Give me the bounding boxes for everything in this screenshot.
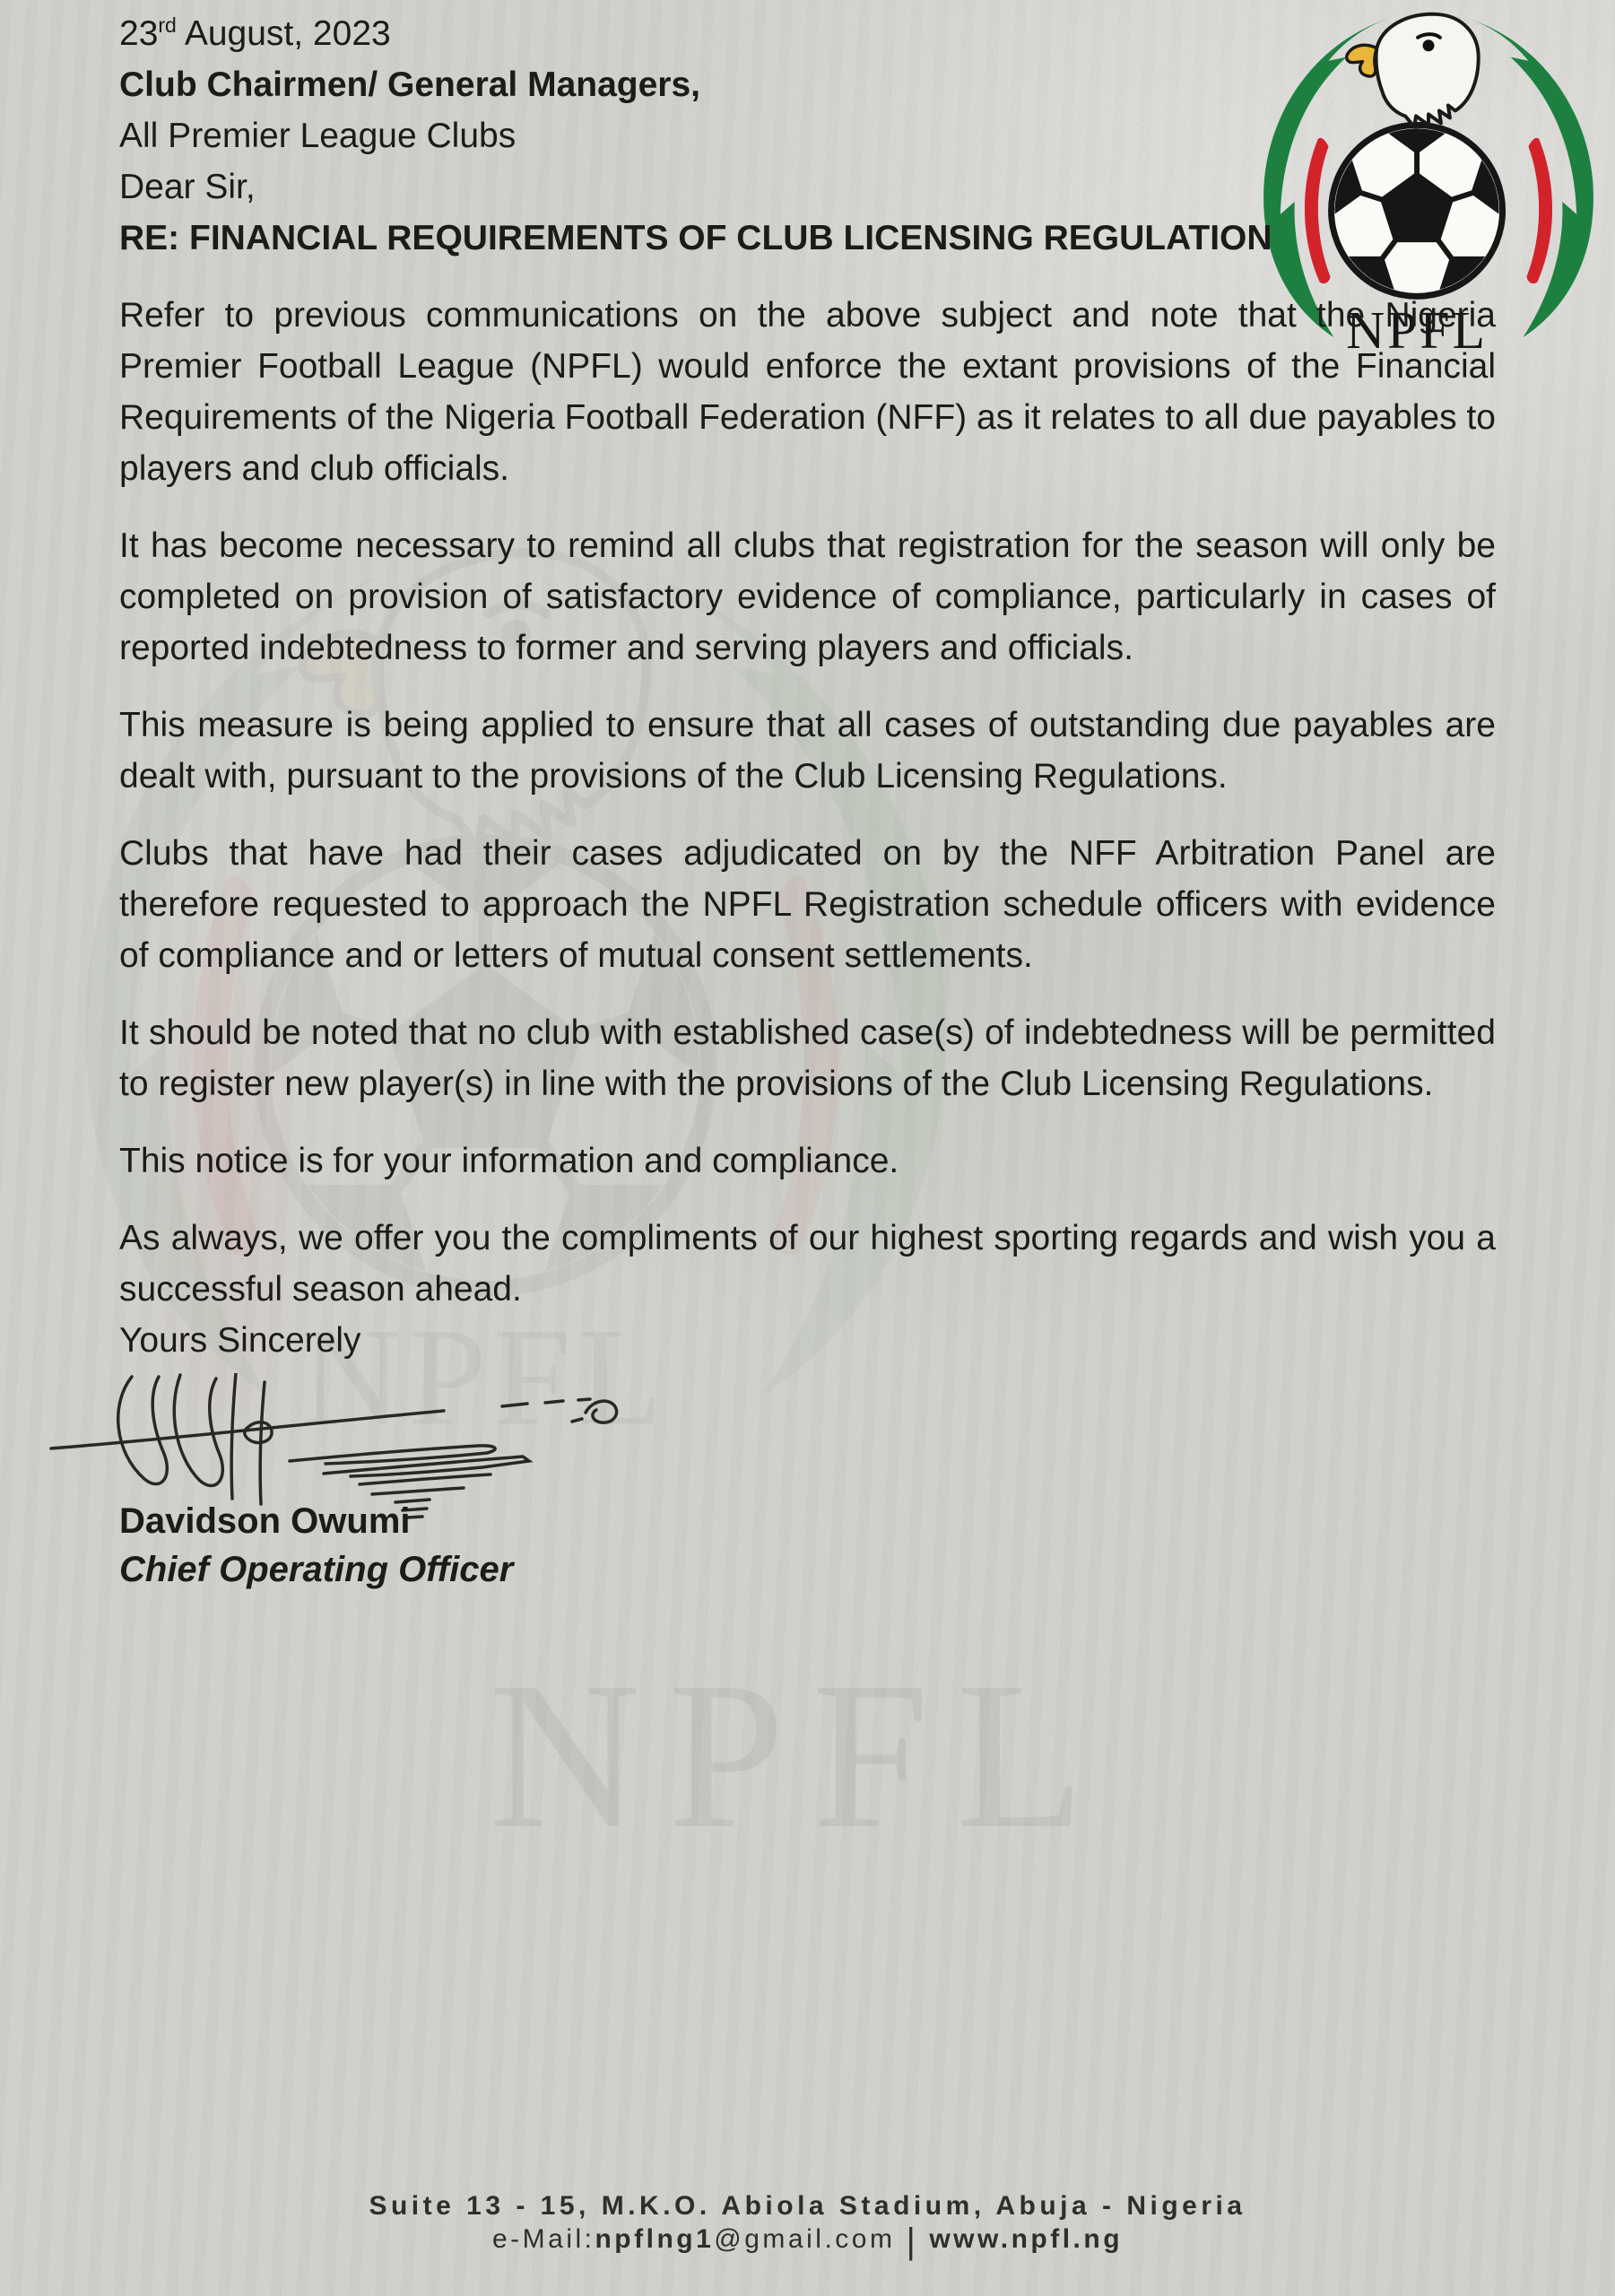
body-paragraph: This measure is being applied to ensure that all cases of outstanding due payables are dealt with, pursuant to the provisions of the Club Licensing Regulations.: [119, 706, 1496, 796]
date-rest: August, 2023: [184, 14, 391, 53]
body-paragraph: It should be noted that no club with established case(s) of indebtedness will be permitted to register new player(s) in line with the provisions of the Club Licensing Regulations.: [119, 1013, 1496, 1103]
footer-separator: |: [906, 2222, 919, 2261]
date-day: 23: [119, 14, 159, 53]
salutation: Dear Sir,: [119, 168, 256, 206]
recipient-line: Club Chairmen/ General Managers,: [119, 65, 701, 104]
body-paragraph: This notice is for your information and compliance.: [119, 1142, 899, 1180]
footer-website: www.npfl.ng: [929, 2224, 1124, 2254]
email-label: e-Mail:: [491, 2224, 595, 2254]
email-domain: @gmail.com: [714, 2224, 896, 2254]
recipient-line: All Premier League Clubs: [119, 117, 517, 155]
body-paragraph: It has become necessary to remind all clubs that registration for the season will only be completed on provision of satisfactory evidence of compliance, particularly in cases of reported indebtedness to former and serving players and officials.: [119, 526, 1496, 667]
letterhead-footer: [0, 2190, 1615, 2261]
footer-address: Suite 13 - 15, M.K.O. Abiola Stadium, Abuja - Nigeria: [369, 2191, 1246, 2221]
letter-body: [119, 0, 1496, 1594]
letter-date: [119, 0, 1496, 59]
signatory-title: Chief Operating Officer: [119, 1550, 514, 1589]
signature-block: [119, 1373, 1496, 1517]
date-ordinal: rd: [158, 13, 177, 37]
signatory-name: Davidson Owumi: [119, 1501, 411, 1541]
body-paragraph: Clubs that have had their cases adjudicated on by the NFF Arbitration Panel are therefore requested to approach the NPFL Registration schedule officers with evidence of compliance and or letters of mutual consent settlements.: [119, 834, 1496, 975]
footer-contact: [0, 2222, 1615, 2261]
email-user: npflng1: [595, 2224, 715, 2254]
body-paragraph: As always, we offer you the compliments of our highest sporting regards and wish you a successful season ahead.: [119, 1219, 1496, 1309]
watermark-text: NPFL: [489, 1639, 1112, 1872]
subject-line: RE: FINANCIAL REQUIREMENTS OF CLUB LICENSING REGULATION: [119, 219, 1272, 257]
closing: Yours Sincerely: [119, 1321, 361, 1360]
signature-scribble: [49, 1373, 641, 1521]
body-paragraph: Refer to previous communications on the above subject and note that the Nigeria Premier Football League (NPFL) would enforce the extant provisions of the Financial Requirements of the Nigeria Football Federation (NFF) as it relates to all due payables to players and club officials.: [119, 296, 1496, 488]
